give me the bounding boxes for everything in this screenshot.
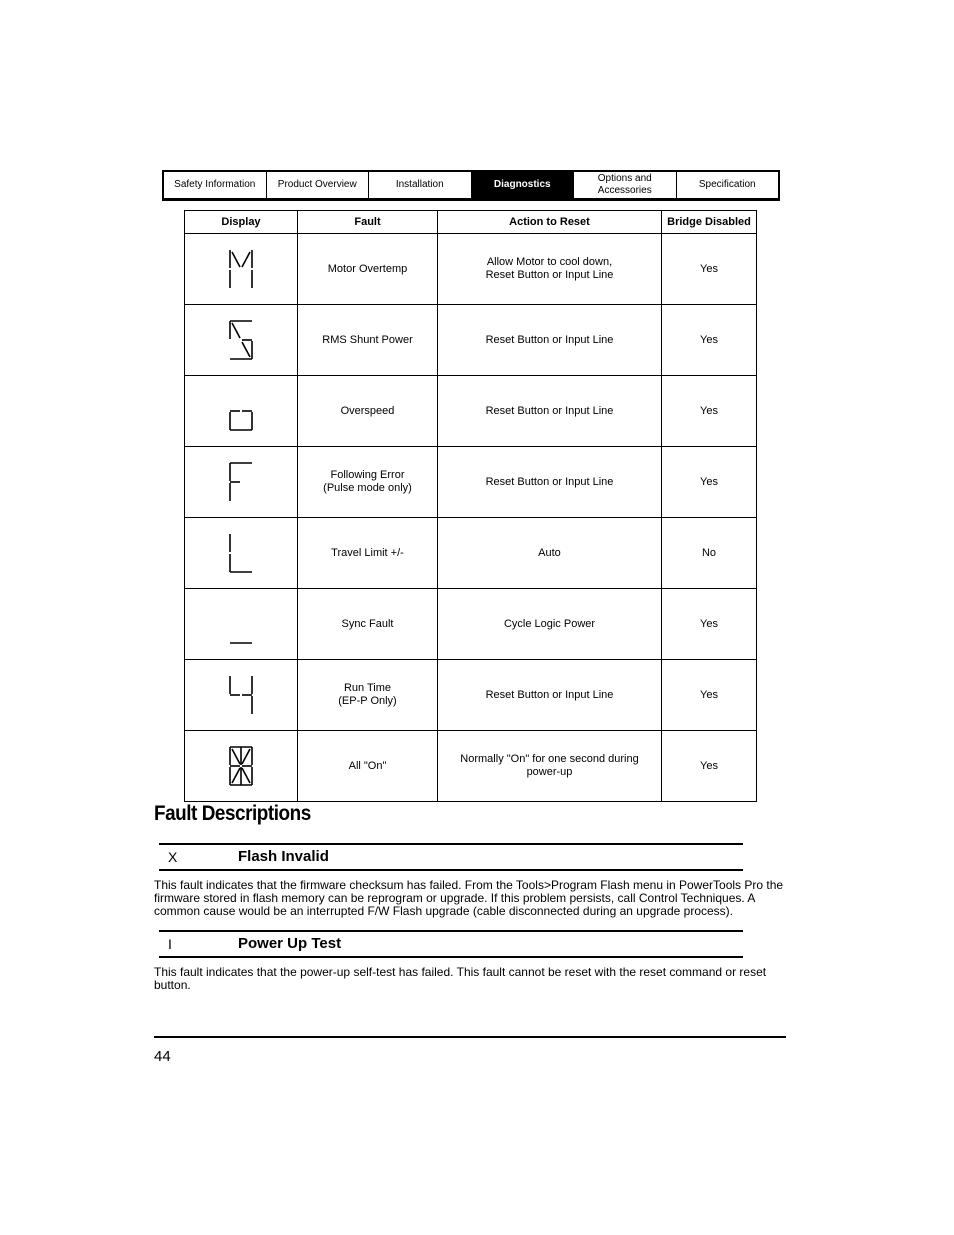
table-row xyxy=(185,731,757,802)
action-cell: Reset Button or Input Line xyxy=(438,447,662,518)
table-row xyxy=(185,660,757,731)
section-title: Fault Descriptions xyxy=(154,802,311,825)
fault-cell: Sync Fault xyxy=(298,589,438,660)
footer-divider xyxy=(154,1036,786,1038)
table-row xyxy=(185,518,757,589)
header-display: Display xyxy=(185,211,298,234)
display-cell xyxy=(185,518,298,589)
segment-display-icon xyxy=(227,602,255,646)
segment-display-icon xyxy=(227,460,255,504)
tab-product-overview[interactable]: Product Overview xyxy=(267,172,370,198)
table-row xyxy=(185,589,757,660)
fault-cell: All "On" xyxy=(298,731,438,802)
segment-display-icon xyxy=(227,673,255,717)
table-row xyxy=(185,234,757,305)
fault-description: This fault indicates that the power-up self-test has failed. This fault cannot be reset with the reset command or reset button. xyxy=(154,965,767,992)
action-cell: Normally "On" for one second during power-up xyxy=(438,731,662,802)
action-cell: Allow Motor to cool down, Reset Button or Input Line xyxy=(438,234,662,305)
fault-code-i: I xyxy=(168,936,172,952)
fault-cell: Motor Overtemp xyxy=(298,234,438,305)
fault-cell: Following Error (Pulse mode only) xyxy=(298,447,438,518)
segment-display-icon xyxy=(227,389,255,433)
tab-installation[interactable]: Installation xyxy=(369,172,472,198)
tab-options-and-accessories[interactable]: Options and Accessories xyxy=(574,172,677,198)
action-cell: Cycle Logic Power xyxy=(438,589,662,660)
bridge-disabled-cell: Yes xyxy=(662,447,757,518)
display-cell xyxy=(185,589,298,660)
section-nav xyxy=(162,170,780,201)
display-cell xyxy=(185,660,298,731)
bridge-disabled-cell: Yes xyxy=(662,660,757,731)
action-cell: Auto xyxy=(438,518,662,589)
table-row xyxy=(185,305,757,376)
bridge-disabled-cell: Yes xyxy=(662,234,757,305)
fault-description: This fault indicates that the firmware checksum has failed. From the Tools>Program Flash menu in PowerTools Pro the firmware stored in flash memory can be reprogram or upgrade. If this problem persists, call Control Techniques. A common cause would be an interrupted F/W Flash upgrade (cable disconnected during an upgrade process). xyxy=(154,878,784,918)
tab-safety-information[interactable]: Safety Information xyxy=(164,172,267,198)
fault-name: Power Up Test xyxy=(238,935,342,952)
bridge-disabled-cell: Yes xyxy=(662,376,757,447)
fault-cell: Travel Limit +/- xyxy=(298,518,438,589)
segment-display-icon xyxy=(227,744,255,788)
display-cell xyxy=(185,731,298,802)
display-cell xyxy=(185,305,298,376)
action-cell: Reset Button or Input Line xyxy=(438,660,662,731)
header-fault: Fault xyxy=(298,211,438,234)
page-number: 44 xyxy=(154,1048,171,1065)
fault-heading-flash-invalid xyxy=(159,843,743,871)
fault-code-x: X xyxy=(168,849,178,865)
fault-name: Flash Invalid xyxy=(238,848,329,865)
display-cell xyxy=(185,376,298,447)
segment-display-icon xyxy=(227,247,255,291)
bridge-disabled-cell: Yes xyxy=(662,305,757,376)
bridge-disabled-cell: No xyxy=(662,518,757,589)
action-cell: Reset Button or Input Line xyxy=(438,376,662,447)
header-bridge-disabled: Bridge Disabled xyxy=(662,211,757,234)
header-action: Action to Reset xyxy=(438,211,662,234)
display-cell xyxy=(185,447,298,518)
fault-heading-power-up-test xyxy=(159,930,743,958)
fault-cell: RMS Shunt Power xyxy=(298,305,438,376)
action-cell: Reset Button or Input Line xyxy=(438,305,662,376)
fault-cell: Overspeed xyxy=(298,376,438,447)
fault-cell: Run Time (EP-P Only) xyxy=(298,660,438,731)
segment-display-icon xyxy=(227,318,255,362)
display-cell xyxy=(185,234,298,305)
table-row xyxy=(185,376,757,447)
tab-specification[interactable]: Specification xyxy=(698,179,756,190)
table-row xyxy=(185,447,757,518)
tab-diagnostics[interactable]: Diagnostics xyxy=(472,172,575,198)
bridge-disabled-cell: Yes xyxy=(662,589,757,660)
fault-table xyxy=(184,210,757,802)
bridge-disabled-cell: Yes xyxy=(662,731,757,802)
segment-display-icon xyxy=(227,531,255,575)
table-header-row xyxy=(185,211,757,234)
